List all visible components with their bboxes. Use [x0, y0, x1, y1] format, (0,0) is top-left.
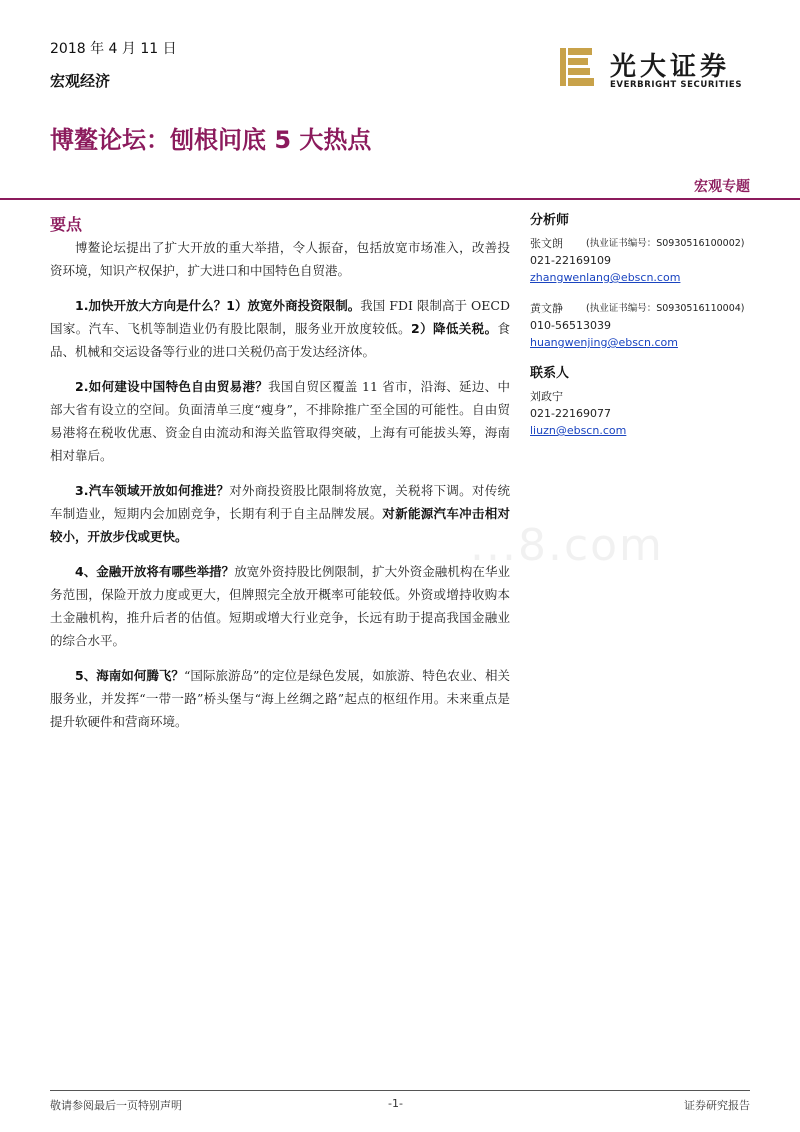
- contact-card: [530, 388, 770, 439]
- point-1-subhead: 2）降低关税。: [411, 321, 498, 336]
- everbright-logo: [558, 46, 758, 96]
- point-3-text: 对外商投资股比限制将放宽，关税将下调。对传统车制造业，短期内会加剧竞争，长期有利于自主品牌发展。: [50, 483, 510, 521]
- point-2: [50, 375, 510, 467]
- contact-email-link[interactable]: liuzn@ebscn.com: [530, 424, 627, 437]
- point-1: [50, 294, 510, 363]
- logo-english-name: EVERBRIGHT SECURITIES: [610, 80, 743, 90]
- point-4-text: 放宽外资持股比例限制，扩大外资金融机构在华业务范围，保险开放力度或更大，但牌照完全放开概率可能较低。外资或增持收购本土金融机构，推升后者的估值。短期或增大行业竞争，长远有助于提高我国金融业的综合水平。: [50, 564, 510, 648]
- footer-report-type: 证券研究报告: [684, 1099, 750, 1112]
- point-5: [50, 664, 510, 733]
- analyst-card: [530, 235, 770, 286]
- header-divider: [0, 198, 800, 200]
- point-1-text: 我国 FDI 限制高于 OECD 国家。汽车、飞机等制造业仍有股比限制，服务业开放度较低。: [50, 298, 510, 336]
- point-1-text-2: 食品、机械和交运设备等行业的进口关税仍高于发达经济体。: [50, 321, 510, 359]
- point-3-question: 3.汽车领域开放如何推进？: [75, 483, 230, 498]
- logo-chinese-name: 光大证券: [610, 52, 731, 82]
- point-2-question: 2.如何建设中国特色自由贸易港？: [75, 379, 269, 394]
- footer-disclaimer: 敬请参阅最后一页特别声明: [50, 1099, 182, 1112]
- analyst-email-link[interactable]: huangwenjing@ebscn.com: [530, 336, 678, 349]
- point-1-question: 1.加快开放大方向是什么？1）放宽外商投资限制。: [75, 298, 361, 313]
- analyst-email-link[interactable]: zhangwenlang@ebscn.com: [530, 271, 681, 284]
- analyst-cert: (执业证书编号：S0930516100002): [586, 238, 745, 249]
- watermark: ...8.com: [470, 520, 664, 571]
- analyst-heading: 分析师: [530, 213, 570, 228]
- point-3-conclusion: 对新能源汽车冲击相对较小，开放步伐或更快。: [50, 506, 510, 544]
- point-5-question: 5、海南如何腾飞？: [75, 668, 184, 683]
- report-category: 宏观经济: [50, 72, 111, 90]
- analyst-name: 张文朗: [530, 237, 563, 250]
- analyst-name: 黄文静: [530, 302, 563, 315]
- point-3: [50, 479, 510, 548]
- intro-paragraph: 博鳌论坛提出了扩大开放的重大举措，令人振奋，包括放宽市场准入，改善投资环境，知识产权保护，扩大进口和中国特色自贸港。: [50, 240, 510, 278]
- report-date: 2018 年 4 月 11 日: [50, 41, 177, 57]
- analyst-phone: 021-22169109: [530, 254, 611, 267]
- analyst-sidebar: [530, 212, 770, 453]
- contact-phone: 021-22169077: [530, 407, 611, 420]
- point-4: [50, 560, 510, 652]
- key-points-heading: 要点: [50, 215, 83, 234]
- point-4-question: 4、金融开放将有哪些举措？: [75, 564, 235, 579]
- contact-heading: 联系人: [530, 366, 570, 381]
- contact-name: 刘政宁: [530, 390, 563, 403]
- footer-divider: [50, 1090, 750, 1091]
- report-title: 博鳌论坛：刨根问底 5 大热点: [50, 126, 372, 154]
- point-5-text: “国际旅游岛”的定位是绿色发展，如旅游、特色农业、相关服务业，并发挥“一带一路”桥头堡与“海上丝绸之路”起点的枢纽作用。未来重点是提升软硬件和营商环境。: [50, 668, 510, 729]
- analyst-phone: 010-56513039: [530, 319, 611, 332]
- analyst-cert: (执业证书编号：S0930516110004): [586, 303, 745, 314]
- analyst-card: [530, 300, 770, 351]
- point-2-text: 我国自贸区覆盖 11 省市，沿海、延边、中部大省有设立的空间。负面清单三度“瘦身”，不排除推广至全国的可能性。自由贸易港将在税收优惠、资金自由流动和海关监管取得突破，上海有可能拔头筹，海南相对靠后。: [50, 379, 510, 463]
- everbright-logo-mark-icon: [558, 46, 596, 88]
- topic-tag: 宏观专题: [694, 179, 750, 195]
- page-number: -1-: [388, 1097, 403, 1110]
- key-points-body: [50, 236, 510, 745]
